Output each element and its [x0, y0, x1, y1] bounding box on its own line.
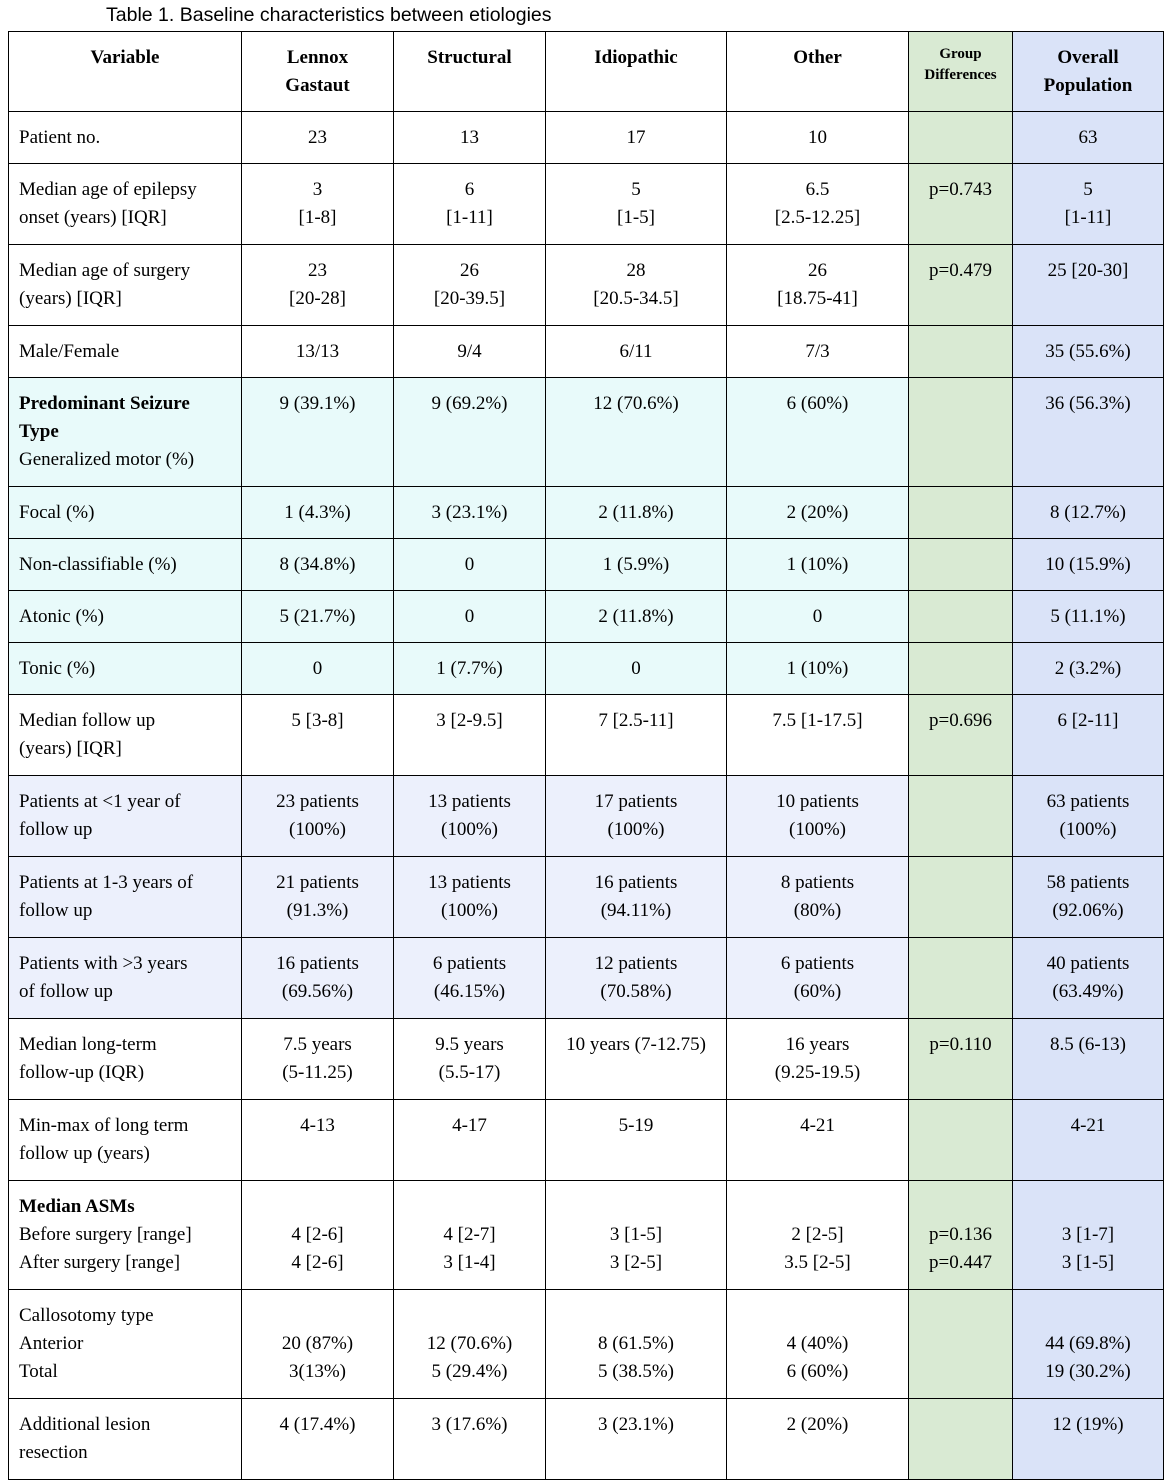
structural-cell: 3 (17.6%)	[394, 1399, 546, 1480]
variable-cell	[9, 1290, 242, 1399]
table-row	[9, 857, 1164, 938]
variable-cell	[9, 326, 242, 378]
variable-cell	[9, 1399, 242, 1480]
other-cell: 2 (20%)	[727, 1399, 909, 1480]
lennox-gastaut-cell: 9 (39.1%)	[242, 378, 394, 487]
group-differences-cell	[909, 1290, 1013, 1399]
variable-label: Patients at <1 year of follow up	[19, 791, 181, 840]
structural-cell: 9.5 years (5.5-17)	[394, 1019, 546, 1100]
idiopathic-cell: 3 (23.1%)	[546, 1399, 727, 1480]
group-differences-cell	[909, 591, 1013, 643]
overall-population-cell: 5 [1-11]	[1013, 164, 1164, 245]
lennox-gastaut-cell: 8 (34.8%)	[242, 539, 394, 591]
idiopathic-cell: 2 (11.8%)	[546, 591, 727, 643]
overall-population-cell: 40 patients (63.49%)	[1013, 938, 1164, 1019]
group-differences-cell	[909, 326, 1013, 378]
idiopathic-cell: 8 (61.5%) 5 (38.5%)	[546, 1290, 727, 1399]
idiopathic-cell: 10 years (7-12.75)	[546, 1019, 727, 1100]
lennox-gastaut-cell: 21 patients (91.3%)	[242, 857, 394, 938]
table-row	[9, 245, 1164, 326]
other-cell: 7/3	[727, 326, 909, 378]
other-cell: 1 (10%)	[727, 643, 909, 695]
variable-cell	[9, 591, 242, 643]
overall-population-cell: 36 (56.3%)	[1013, 378, 1164, 487]
variable-label: Atonic (%)	[19, 606, 104, 627]
table-row	[9, 695, 1164, 776]
other-cell: 7.5 [1-17.5]	[727, 695, 909, 776]
variable-label: Median follow up (years) [IQR]	[19, 710, 156, 759]
other-cell: 2 (20%)	[727, 487, 909, 539]
lennox-gastaut-cell: 13/13	[242, 326, 394, 378]
header-structural: Structural	[394, 32, 546, 112]
header-other: Other	[727, 32, 909, 112]
variable-label: Median age of epilepsy onset (years) [IQR]	[19, 179, 197, 228]
variable-cell	[9, 643, 242, 695]
overall-population-cell: 12 (19%)	[1013, 1399, 1164, 1480]
other-cell: 6 (60%)	[727, 378, 909, 487]
group-differences-cell: p=0.743	[909, 164, 1013, 245]
variable-cell	[9, 1100, 242, 1181]
structural-cell: 13 patients (100%)	[394, 857, 546, 938]
structural-cell: 9 (69.2%)	[394, 378, 546, 487]
other-cell: 26 [18.75-41]	[727, 245, 909, 326]
group-differences-cell	[909, 776, 1013, 857]
variable-label: Callosotomy type Anterior Total	[19, 1305, 154, 1382]
variable-group-label: Predominant Seizure Type	[19, 393, 190, 442]
variable-cell	[9, 1181, 242, 1290]
header-variable: Variable	[9, 32, 242, 112]
group-differences-cell	[909, 857, 1013, 938]
variable-cell	[9, 1019, 242, 1100]
overall-population-cell: 8 (12.7%)	[1013, 487, 1164, 539]
variable-label: Non-classifiable (%)	[19, 554, 177, 575]
idiopathic-cell: 16 patients (94.11%)	[546, 857, 727, 938]
structural-cell: 0	[394, 539, 546, 591]
variable-label: Patients with >3 years of follow up	[19, 953, 188, 1002]
lennox-gastaut-cell: 0	[242, 643, 394, 695]
variable-cell	[9, 164, 242, 245]
header-row	[9, 32, 1164, 112]
table-caption: Table 1. Baseline characteristics between etiologies	[106, 4, 552, 26]
other-cell: 16 years (9.25-19.5)	[727, 1019, 909, 1100]
other-cell: 10 patients (100%)	[727, 776, 909, 857]
lennox-gastaut-cell: 20 (87%) 3(13%)	[242, 1290, 394, 1399]
structural-cell: 13	[394, 112, 546, 164]
other-cell: 4 (40%) 6 (60%)	[727, 1290, 909, 1399]
group-differences-cell: p=0.696	[909, 695, 1013, 776]
idiopathic-cell: 12 patients (70.58%)	[546, 938, 727, 1019]
table-row	[9, 1019, 1164, 1100]
table-row	[9, 326, 1164, 378]
variable-label: Male/Female	[19, 341, 120, 362]
group-differences-cell	[909, 112, 1013, 164]
structural-cell: 13 patients (100%)	[394, 776, 546, 857]
idiopathic-cell: 2 (11.8%)	[546, 487, 727, 539]
overall-population-cell: 44 (69.8%) 19 (30.2%)	[1013, 1290, 1164, 1399]
variable-cell	[9, 378, 242, 487]
group-differences-cell	[909, 487, 1013, 539]
table-row	[9, 164, 1164, 245]
lennox-gastaut-cell: 4 (17.4%)	[242, 1399, 394, 1480]
structural-cell: 4-17	[394, 1100, 546, 1181]
group-differences-cell	[909, 1100, 1013, 1181]
baseline-characteristics-table	[8, 31, 1164, 1480]
header-idiopathic: Idiopathic	[546, 32, 727, 112]
variable-cell	[9, 857, 242, 938]
other-cell: 1 (10%)	[727, 539, 909, 591]
lennox-gastaut-cell: 5 (21.7%)	[242, 591, 394, 643]
other-cell: 6 patients (60%)	[727, 938, 909, 1019]
other-cell: 2 [2-5] 3.5 [2-5]	[727, 1181, 909, 1290]
variable-label: Min-max of long term follow up (years)	[19, 1115, 189, 1164]
variable-label: Focal (%)	[19, 502, 95, 523]
structural-cell: 6 patients (46.15%)	[394, 938, 546, 1019]
group-differences-cell: p=0.136 p=0.447	[909, 1181, 1013, 1290]
lennox-gastaut-cell: 23	[242, 112, 394, 164]
table-row	[9, 487, 1164, 539]
idiopathic-cell: 6/11	[546, 326, 727, 378]
structural-cell: 1 (7.7%)	[394, 643, 546, 695]
idiopathic-cell: 17 patients (100%)	[546, 776, 727, 857]
idiopathic-cell: 5-19	[546, 1100, 727, 1181]
structural-cell: 3 (23.1%)	[394, 487, 546, 539]
overall-population-cell: 3 [1-7] 3 [1-5]	[1013, 1181, 1164, 1290]
variable-cell	[9, 938, 242, 1019]
idiopathic-cell: 1 (5.9%)	[546, 539, 727, 591]
variable-cell	[9, 112, 242, 164]
group-differences-cell	[909, 539, 1013, 591]
table-row	[9, 591, 1164, 643]
lennox-gastaut-cell: 4-13	[242, 1100, 394, 1181]
overall-population-cell: 63	[1013, 112, 1164, 164]
other-cell: 4-21	[727, 1100, 909, 1181]
lennox-gastaut-cell: 5 [3-8]	[242, 695, 394, 776]
variable-cell	[9, 245, 242, 326]
structural-cell: 0	[394, 591, 546, 643]
variable-label: Generalized motor (%)	[19, 449, 195, 470]
other-cell: 8 patients (80%)	[727, 857, 909, 938]
idiopathic-cell: 7 [2.5-11]	[546, 695, 727, 776]
overall-population-cell: 63 patients (100%)	[1013, 776, 1164, 857]
variable-cell	[9, 539, 242, 591]
group-differences-cell	[909, 643, 1013, 695]
structural-cell: 6 [1-11]	[394, 164, 546, 245]
other-cell: 0	[727, 591, 909, 643]
overall-population-cell: 10 (15.9%)	[1013, 539, 1164, 591]
overall-population-cell: 8.5 (6-13)	[1013, 1019, 1164, 1100]
idiopathic-cell: 3 [1-5] 3 [2-5]	[546, 1181, 727, 1290]
variable-cell	[9, 487, 242, 539]
structural-cell: 3 [2-9.5]	[394, 695, 546, 776]
overall-population-cell: 58 patients (92.06%)	[1013, 857, 1164, 938]
header-overall-population: Overall Population	[1013, 32, 1164, 112]
variable-label: Before surgery [range] After surgery [range]	[19, 1224, 192, 1273]
header-lennox-gastaut: Lennox Gastaut	[242, 32, 394, 112]
table-row	[9, 938, 1164, 1019]
table-row	[9, 1290, 1164, 1399]
variable-label: Patient no.	[19, 127, 101, 148]
lennox-gastaut-cell: 16 patients (69.56%)	[242, 938, 394, 1019]
variable-cell	[9, 695, 242, 776]
other-cell: 6.5 [2.5-12.25]	[727, 164, 909, 245]
group-differences-cell: p=0.110	[909, 1019, 1013, 1100]
variable-cell	[9, 776, 242, 857]
idiopathic-cell: 17	[546, 112, 727, 164]
header-group-differences: Group Differences	[909, 32, 1013, 112]
table-row	[9, 776, 1164, 857]
group-differences-cell	[909, 378, 1013, 487]
structural-cell: 12 (70.6%) 5 (29.4%)	[394, 1290, 546, 1399]
lennox-gastaut-cell: 23 patients (100%)	[242, 776, 394, 857]
overall-population-cell: 2 (3.2%)	[1013, 643, 1164, 695]
table-row	[9, 1100, 1164, 1181]
overall-population-cell: 6 [2-11]	[1013, 695, 1164, 776]
overall-population-cell: 4-21	[1013, 1100, 1164, 1181]
group-differences-cell	[909, 1399, 1013, 1480]
idiopathic-cell: 12 (70.6%)	[546, 378, 727, 487]
lennox-gastaut-cell: 7.5 years (5-11.25)	[242, 1019, 394, 1100]
structural-cell: 26 [20-39.5]	[394, 245, 546, 326]
variable-label: Additional lesion resection	[19, 1414, 151, 1463]
structural-cell: 9/4	[394, 326, 546, 378]
variable-label: Patients at 1-3 years of follow up	[19, 872, 194, 921]
table-row	[9, 1399, 1164, 1480]
table-row	[9, 378, 1164, 487]
idiopathic-cell: 5 [1-5]	[546, 164, 727, 245]
table-row	[9, 539, 1164, 591]
lennox-gastaut-cell: 1 (4.3%)	[242, 487, 394, 539]
table-row	[9, 112, 1164, 164]
idiopathic-cell: 28 [20.5-34.5]	[546, 245, 727, 326]
idiopathic-cell: 0	[546, 643, 727, 695]
table-row	[9, 643, 1164, 695]
table-row	[9, 1181, 1164, 1290]
lennox-gastaut-cell: 4 [2-6] 4 [2-6]	[242, 1181, 394, 1290]
group-differences-cell: p=0.479	[909, 245, 1013, 326]
group-differences-cell	[909, 938, 1013, 1019]
variable-label: Median long-term follow-up (IQR)	[19, 1034, 157, 1083]
overall-population-cell: 35 (55.6%)	[1013, 326, 1164, 378]
other-cell: 10	[727, 112, 909, 164]
overall-population-cell: 25 [20-30]	[1013, 245, 1164, 326]
variable-label: Median age of surgery (years) [IQR]	[19, 260, 191, 309]
lennox-gastaut-cell: 23 [20-28]	[242, 245, 394, 326]
variable-label: Tonic (%)	[19, 658, 96, 679]
structural-cell: 4 [2-7] 3 [1-4]	[394, 1181, 546, 1290]
lennox-gastaut-cell: 3 [1-8]	[242, 164, 394, 245]
overall-population-cell: 5 (11.1%)	[1013, 591, 1164, 643]
variable-group-label: Median ASMs	[19, 1196, 135, 1217]
